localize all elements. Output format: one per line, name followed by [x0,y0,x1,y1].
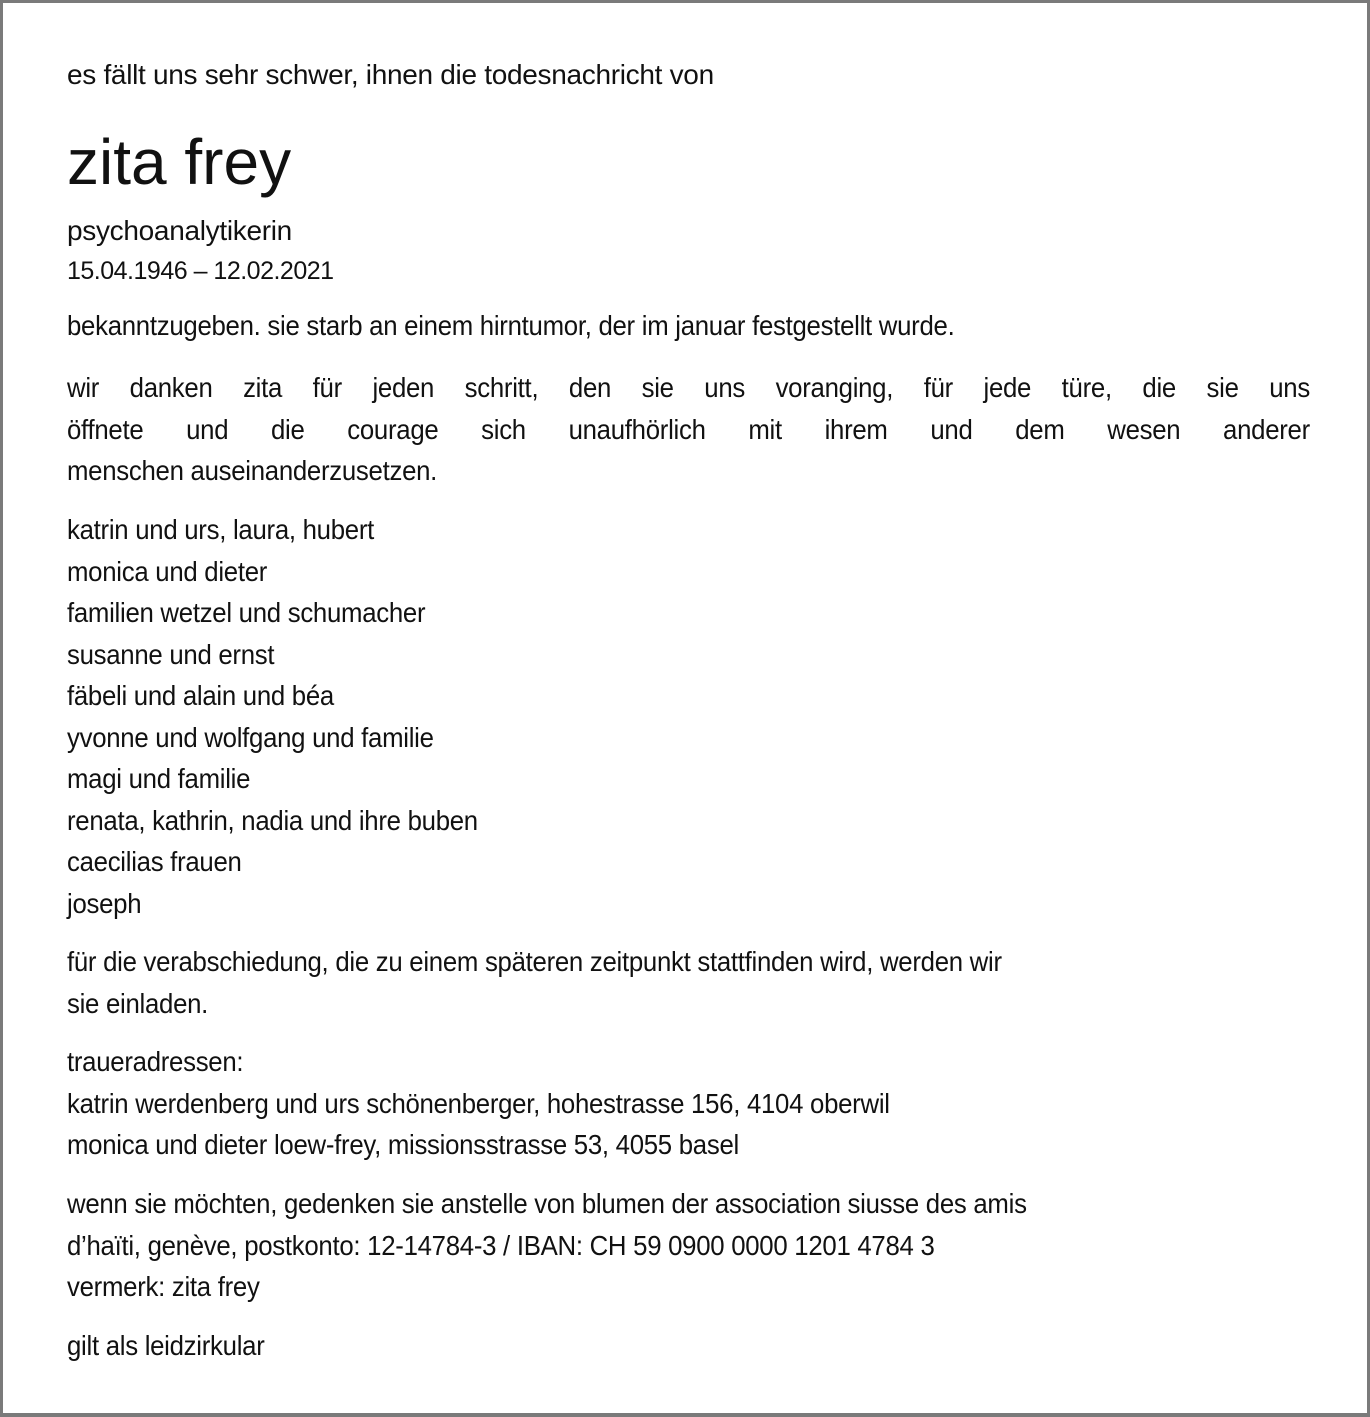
deceased-name: zita frey [67,126,292,198]
farewell-line: für die verabschiedung, die zu einem späteren zeitpunkt stattfinden wird, werden wir [67,946,1002,977]
donation-line: wenn sie möchten, gedenken sie anstelle von blumen der association siusse des amis [67,1188,1027,1219]
closing-text: gilt als leidzirkular [67,1330,265,1361]
farewell-line: sie einladen. [67,987,209,1019]
profession: psychoanalytikerin [67,215,292,246]
mourner-item: katrin und urs, laura, hubert [67,514,375,545]
thanks-paragraph [67,367,1310,492]
mourner-item: joseph [67,887,142,919]
address-item: katrin werdenberg und urs schönenberger, hohestrasse 156, 4104 oberwil [67,1087,890,1119]
mourner-item: caecilias frauen [67,846,242,877]
life-dates: 15.04.1946 – 12.02.2021 [67,257,334,285]
mourner-item: susanne und ernst [67,638,275,670]
addresses-heading: traueradressen: [67,1046,244,1077]
mourner-item: familien wetzel und schumacher [67,597,426,628]
addresses-section [67,1041,890,1166]
donation-paragraph [67,1183,1027,1308]
donation-line: d’haïti, genève, postkonto: 12-14784-3 / IBAN: CH 59 0900 0000 1201 4784 3 [67,1229,935,1261]
announcement-text: bekanntzugeben. sie starb an einem hirntumor, der im januar festgestellt wurde. [67,310,955,341]
farewell-paragraph [67,941,1002,1024]
mourner-item: fäbeli und alain und béa [67,680,334,711]
mourner-item: yvonne und wolfgang und familie [67,721,434,753]
donation-line: vermerk: zita frey [67,1271,260,1302]
mourner-item: magi und familie [67,763,251,794]
mourners-list [67,509,478,924]
thanks-line: öffnete und die courage sich unaufhörlich mit ihrem und dem wesen anderer [67,413,1310,445]
address-item: monica und dieter loew-frey, missionsstrasse 53, 4055 basel [67,1129,739,1160]
mourner-item: monica und dieter [67,555,268,587]
mourner-item: renata, kathrin, nadia und ihre buben [67,804,478,836]
intro-text: es fällt uns sehr schwer, ihnen die todesnachricht von [67,59,714,90]
thanks-line: menschen auseinanderzusetzen. [67,455,438,486]
thanks-line: wir danken zita für jeden schritt, den sie uns voranging, für jede türe, die sie uns [67,372,1310,403]
